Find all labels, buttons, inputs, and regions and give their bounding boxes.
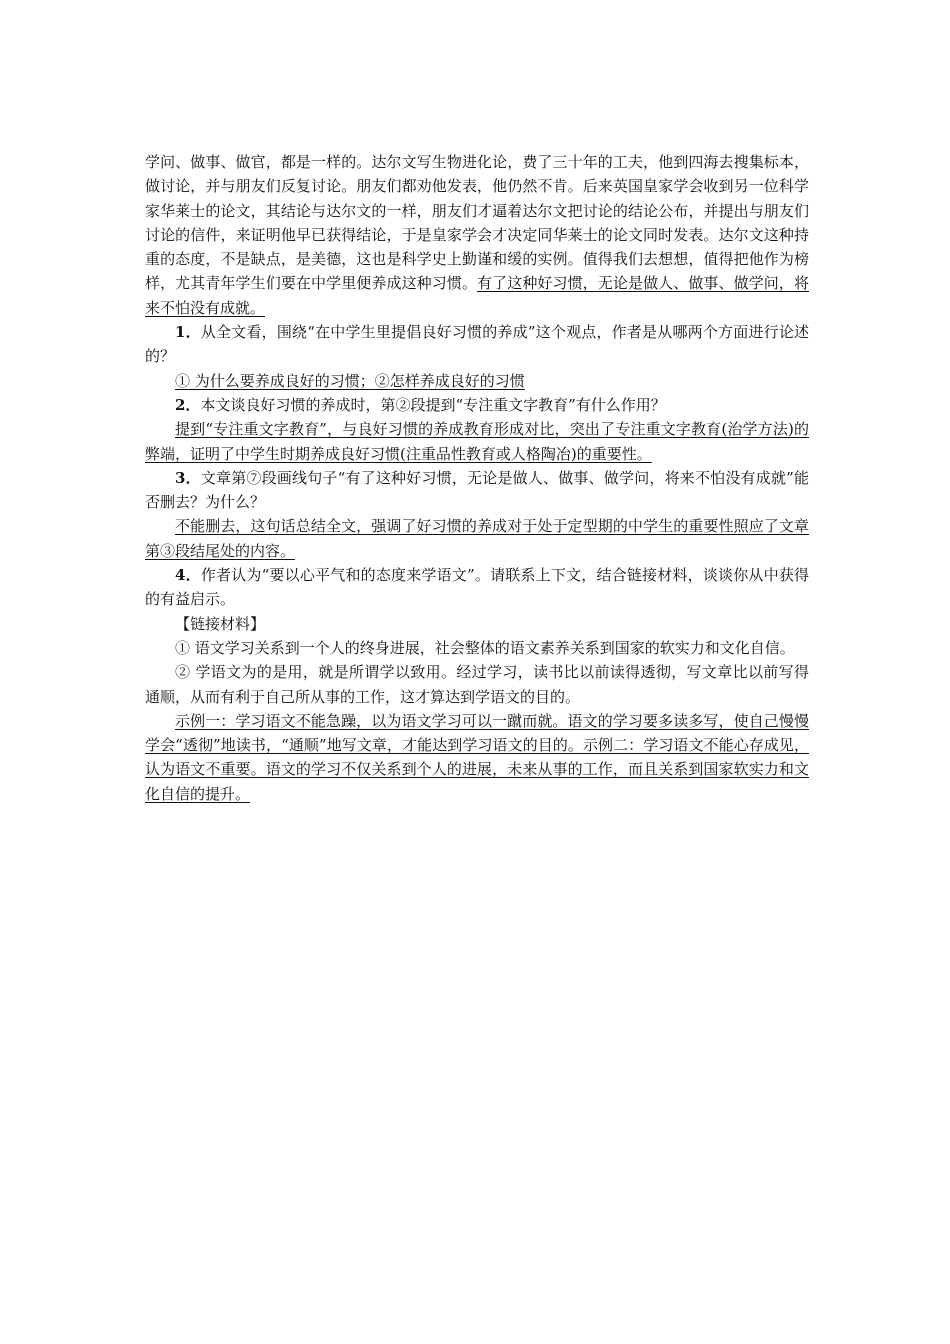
question-4-number: 4． (175, 566, 201, 585)
question-2-text: 本文谈良好习惯的养成时，第②段提到“专注重文字教育”有什么作用？ (200, 395, 666, 414)
material-title: 【链接材料】 (175, 614, 266, 633)
question-1-text: 从全文看，围绕“在中学生里提倡良好习惯的养成”这个观点，作者是从哪两个方面进行论述的？ (145, 323, 810, 366)
passage-paragraph (145, 150, 809, 320)
material-item-1: ① 语文学习关系到一个人的终身进展，社会整体的语文素养关系到国家的软实力和文化自信。 (175, 638, 795, 657)
answer-3 (145, 514, 809, 563)
answer-1-text: ① 为什么要养成良好的习惯；②怎样养成良好的习惯 (175, 371, 525, 390)
question-4-text: 作者认为“要以心平气和的态度来学语文”。请联系上下文，结合链接材料，谈谈你从中获得的有益启示。 (145, 566, 810, 609)
answer-3-text: 不能删去，这句话总结全文，强调了好习惯的养成对于处于定型期的中学生的重要性照应了文章第③段结尾处的内容。 (145, 517, 809, 560)
question-3 (145, 466, 809, 515)
question-2 (145, 393, 809, 417)
answer-2-text: 提到“专注重文字教育”，与良好习惯的养成教育形成对比，突出了专注重文字教育(治学方法)的弊端，证明了中学生时期养成良好习惯(注重品性教育或人格陶冶)的重要性。 (145, 420, 809, 463)
answer-4 (145, 709, 809, 806)
answer-4-text: 示例一：学习语文不能急躁，以为语文学习可以一蹴而就。语文的学习要多读多写，使自己慢慢学会“透彻”地读书，“通顺”地写文章，才能达到学习语文的目的。示例二：学习语文不能心存成见，认为语文不重要。语文的学习不仅关系到个人的进展，未来从事的工作，而且关系到国家软实力和文化自信的提升。 (145, 711, 809, 803)
answer-1 (145, 369, 809, 393)
answer-2 (145, 417, 809, 466)
question-1 (145, 320, 809, 369)
question-3-number: 3． (175, 468, 201, 487)
question-3-text: 文章第⑦段画线句子“有了这种好习惯，无论是做人、做事、做学问，将来不怕没有成就”能否删去？为什么？ (145, 468, 810, 512)
question-1-number: 1． (175, 323, 201, 342)
passage-text: 学问、做事、做官，都是一样的。达尔文写生物进化论，费了三十年的工夫，他到四海去搜集标本，做讨论，并与朋友们反复讨论。朋友们都劝他发表，他仍然不肯。后来英国皇家学会收到另一位科学家华莱士的论文，其结论与达尔文的一样，朋友们才逼着达尔文把讨论的结论公布，并提出与朋友们讨论的信件，来证明他早已获得结论，于是皇家学会才决定同华莱士的论文同时发表。达尔文这种持重的态度，不是缺点，是美德，这也是科学史上勤谨和缓的实例。值得我们去想想，值得把他作为榜样，尤其青年学生们要在中学里便养成这种习惯。 (145, 153, 809, 293)
question-4 (145, 563, 809, 612)
document-page (145, 150, 809, 806)
material-item-2: ② 学语文为的是用，就是所谓学以致用。经过学习，读书比以前读得透彻，写文章比以前写得通顺，从而有利于自己所从事的工作，这才算达到学语文的目的。 (145, 663, 809, 706)
question-2-number: 2． (175, 395, 201, 414)
passage-underlined-sentence: 有了这种好习惯，无论是做人、做事、做学问，将来不怕没有成就。 (145, 274, 809, 317)
